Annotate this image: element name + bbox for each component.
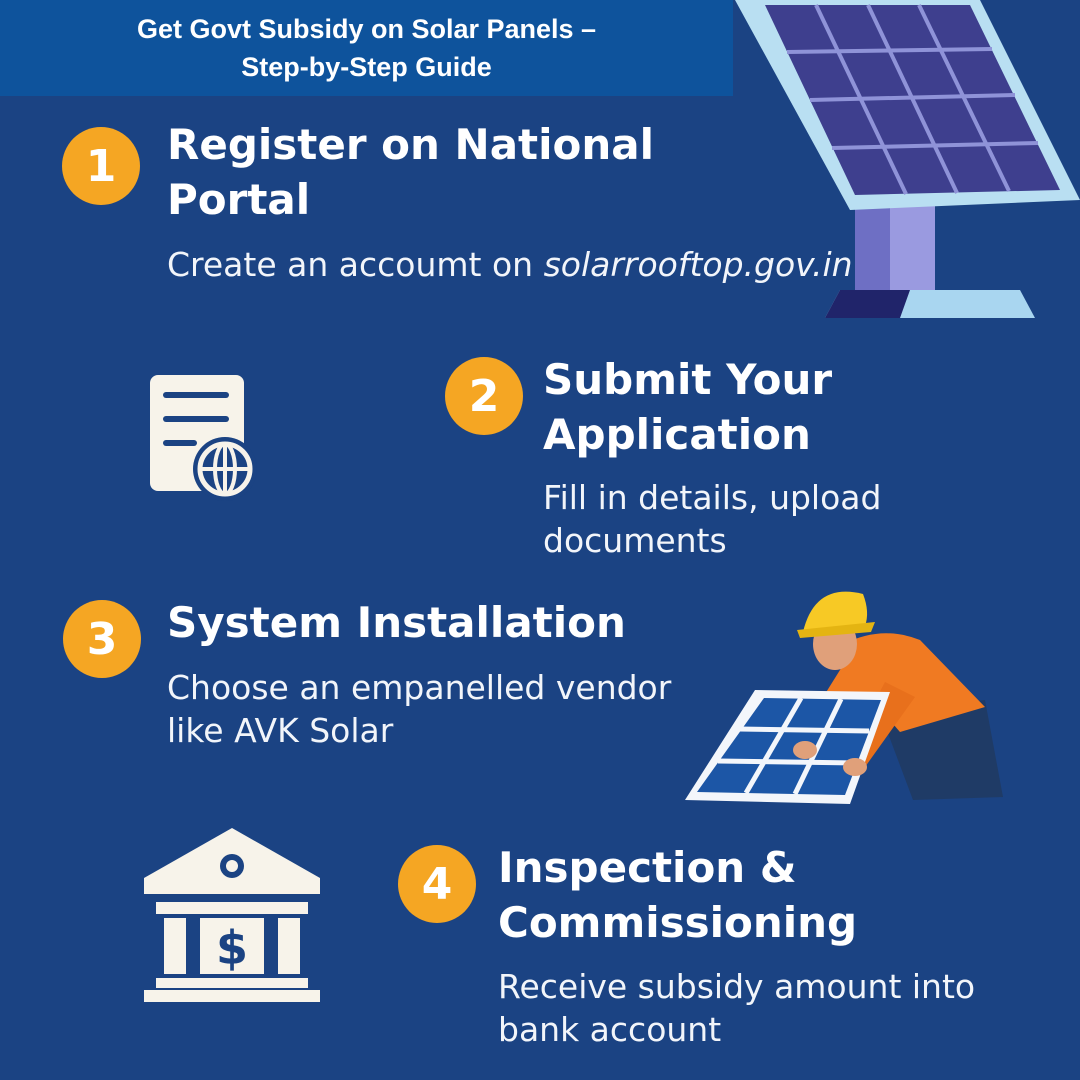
step-3-title-line-1: System Installation (167, 598, 626, 647)
title-banner (0, 0, 733, 96)
banner-title-line-2: Step-by-Step Guide (241, 52, 492, 82)
step-4-description-line-2: bank account (498, 1010, 722, 1049)
step-3-description (167, 666, 671, 752)
step-4-description-line-1: Receive subsidy amount into (498, 967, 976, 1006)
step-2-title-line-1: Submit Your (543, 355, 833, 404)
step-4-title (498, 840, 857, 950)
step-2-description-line-1: Fill in details, upload (543, 478, 882, 517)
svg-text:$: $ (215, 921, 249, 975)
banner-title-line-1: Get Govt Subsidy on Solar Panels – (136, 14, 597, 44)
step-2-title (543, 352, 832, 462)
step-3-badge: 3 (63, 600, 141, 678)
bank-dollar-icon (142, 826, 322, 1006)
step-4-title-line-2: Commissioning (498, 898, 858, 947)
step-4-title-line-1: Inspection & (498, 843, 797, 892)
step-4-description (498, 965, 975, 1051)
worker-installing-panel-icon (685, 582, 1005, 810)
step-4-badge: 4 (398, 845, 476, 923)
step-2-description (543, 476, 881, 562)
step-3-title (167, 595, 626, 650)
step-1-title (167, 117, 654, 227)
step-1-title-line-1: Register on National (167, 120, 655, 169)
step-1-description (167, 243, 853, 286)
step-3-description-line-2: like AVK Solar (167, 711, 394, 750)
step-2-badge: 2 (445, 357, 523, 435)
step-1-title-line-2: Portal (167, 175, 311, 224)
step-2-description-line-2: documents (543, 521, 727, 560)
step-1-badge: 1 (62, 127, 140, 205)
portal-domain: solarrooftop.gov.in (543, 245, 853, 284)
step-3-description-line-1: Choose an empanelled vendor (167, 668, 672, 707)
step-1-description-text: Create an accoumt on (167, 245, 544, 284)
document-globe-icon (148, 373, 258, 501)
step-2-title-line-2: Application (543, 410, 811, 459)
